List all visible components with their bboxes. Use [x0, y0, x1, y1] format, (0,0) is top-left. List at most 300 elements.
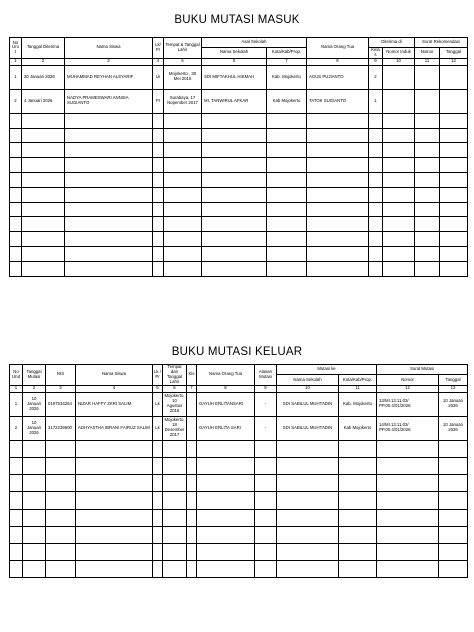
header-surat-mutasi: Surat Mutasi: [377, 365, 468, 375]
empty-cell: [46, 475, 76, 492]
empty-cell: [153, 247, 164, 262]
empty-cell: [377, 526, 439, 543]
empty-cell: [23, 457, 46, 474]
empty-cell: [164, 128, 202, 143]
empty-cell: [369, 217, 383, 232]
empty-cell: [23, 475, 46, 492]
empty-cell: [22, 261, 65, 276]
empty-cell: [369, 247, 383, 262]
empty-row: [10, 187, 468, 202]
empty-cell: [10, 247, 22, 262]
empty-cell: [153, 509, 163, 526]
empty-cell: [76, 526, 153, 543]
header-nomor: Nomor: [415, 48, 440, 59]
cell-kls: [187, 392, 197, 416]
empty-cell: [369, 261, 383, 276]
empty-cell: [153, 543, 163, 560]
cell-kota: Kab Mojokerto: [267, 89, 307, 113]
cell-nomor: 14/MI.13.11.03/ PP.00.4/01/2026: [377, 416, 439, 440]
cell-nomor: [415, 65, 440, 89]
empty-row: [10, 492, 468, 509]
empty-cell: [22, 187, 65, 202]
header-nama-sekolah: Nama Sekolah: [202, 48, 267, 59]
empty-cell: [267, 113, 307, 128]
empty-cell: [202, 128, 267, 143]
table-row: [10, 392, 468, 416]
cell-alasan: -: [255, 416, 277, 440]
cell-kota: Kab Mojokerto: [339, 416, 377, 440]
empty-cell: [369, 158, 383, 173]
header-tempat-tanggal-lahir: Tempat dan Tanggal Lahir: [163, 365, 187, 386]
empty-cell: [267, 128, 307, 143]
empty-cell: [339, 543, 377, 560]
empty-cell: [439, 543, 468, 560]
header-no: No Urut: [10, 365, 23, 386]
empty-cell: [187, 440, 197, 457]
cell-lp: Lk: [153, 392, 163, 416]
header-tanggal: Tanggal: [440, 48, 468, 59]
empty-cell: [197, 475, 255, 492]
empty-cell: [187, 509, 197, 526]
empty-cell: [307, 261, 369, 276]
empty-cell: [10, 217, 22, 232]
cell-nama: MUHAMMAD REYHAN ALSYARIF: [65, 65, 153, 89]
cell-induk: [383, 65, 415, 89]
empty-cell: [415, 113, 440, 128]
column-number: 8: [307, 58, 369, 65]
empty-cell: [65, 173, 153, 188]
empty-row: [10, 526, 468, 543]
empty-cell: [153, 492, 163, 509]
empty-cell: [187, 543, 197, 560]
page-title-mutasi-masuk: BUKU MUTASI MASUK: [174, 14, 300, 26]
empty-cell: [164, 158, 202, 173]
empty-cell: [153, 261, 164, 276]
empty-cell: [10, 173, 22, 188]
empty-cell: [383, 143, 415, 158]
cell-kls: [187, 416, 197, 440]
header-nama-siswa: Nama Siswa: [76, 365, 153, 386]
empty-cell: [255, 475, 277, 492]
empty-cell: [307, 158, 369, 173]
empty-cell: [439, 457, 468, 474]
empty-cell: [369, 113, 383, 128]
empty-cell: [439, 526, 468, 543]
cell-sekolah: SDI MIFTAKHUL HIKMAH: [202, 65, 267, 89]
empty-cell: [383, 232, 415, 247]
table-row: [10, 89, 468, 113]
empty-cell: [23, 440, 46, 457]
empty-cell: [10, 492, 23, 509]
empty-cell: [153, 113, 164, 128]
mutasi-keluar-table: [9, 364, 468, 578]
empty-cell: [202, 173, 267, 188]
empty-cell: [153, 561, 163, 578]
cell-nomor: 13/MI.13.11.03/ PP.00.4/01/2026: [377, 392, 439, 416]
empty-cell: [65, 232, 153, 247]
empty-cell: [163, 492, 187, 509]
empty-cell: [415, 173, 440, 188]
empty-cell: [65, 247, 153, 262]
empty-cell: [377, 475, 439, 492]
column-number: 7: [187, 385, 197, 392]
empty-cell: [10, 202, 22, 217]
header-kelas: Kela s: [369, 48, 383, 59]
empty-cell: [46, 509, 76, 526]
empty-cell: [153, 457, 163, 474]
header-alasan-mutasi: Alasan Mutasi: [255, 365, 277, 386]
empty-cell: [10, 143, 22, 158]
empty-row: [10, 232, 468, 247]
empty-cell: [65, 158, 153, 173]
empty-row: [10, 113, 468, 128]
cell-no: 2: [10, 89, 22, 113]
empty-row: [10, 561, 468, 578]
empty-cell: [46, 561, 76, 578]
empty-cell: [440, 158, 468, 173]
empty-cell: [163, 457, 187, 474]
empty-cell: [415, 247, 440, 262]
empty-cell: [440, 217, 468, 232]
empty-cell: [383, 217, 415, 232]
cell-tgl: 10 Januari 2026: [439, 392, 468, 416]
empty-cell: [307, 173, 369, 188]
column-number: 9: [255, 385, 277, 392]
empty-cell: [202, 113, 267, 128]
empty-cell: [377, 457, 439, 474]
header-nomor-induk: Nomor Induk: [383, 48, 415, 59]
empty-cell: [197, 457, 255, 474]
header-diterima-di: Diterima di: [369, 38, 415, 48]
empty-cell: [163, 526, 187, 543]
empty-cell: [383, 261, 415, 276]
empty-cell: [202, 158, 267, 173]
empty-cell: [23, 509, 46, 526]
empty-cell: [440, 113, 468, 128]
header-kota: Kota/Kab/Prop.: [339, 375, 377, 385]
empty-cell: [153, 143, 164, 158]
empty-cell: [383, 113, 415, 128]
cell-sekolah: MI. TANWIRUL AFKAR: [202, 89, 267, 113]
empty-cell: [415, 143, 440, 158]
header-jenis-kelamin: Lk / Pr: [153, 365, 163, 386]
empty-cell: [439, 440, 468, 457]
cell-tgl: [440, 89, 468, 113]
empty-cell: [46, 457, 76, 474]
cell-nama: ADHYASTHA IBRANI FAIRUZ SALIM: [76, 416, 153, 440]
header-tanggal-mutasi: Tanggal Mutasi: [23, 365, 46, 386]
empty-cell: [202, 187, 267, 202]
empty-cell: [23, 526, 46, 543]
empty-cell: [10, 158, 22, 173]
empty-cell: [163, 440, 187, 457]
empty-cell: [46, 440, 76, 457]
empty-cell: [202, 217, 267, 232]
empty-cell: [307, 217, 369, 232]
empty-cell: [153, 440, 163, 457]
column-number: 6: [163, 385, 187, 392]
empty-cell: [383, 187, 415, 202]
empty-cell: [153, 173, 164, 188]
empty-cell: [415, 128, 440, 143]
empty-cell: [164, 202, 202, 217]
empty-cell: [187, 492, 197, 509]
column-number: 12: [440, 58, 468, 65]
empty-cell: [10, 187, 22, 202]
empty-row: [10, 509, 468, 526]
empty-cell: [202, 202, 267, 217]
empty-cell: [164, 261, 202, 276]
empty-cell: [267, 217, 307, 232]
empty-cell: [202, 261, 267, 276]
column-number: 4: [76, 385, 153, 392]
empty-cell: [369, 173, 383, 188]
empty-row: [10, 440, 468, 457]
empty-cell: [46, 543, 76, 560]
empty-cell: [65, 113, 153, 128]
empty-cell: [369, 143, 383, 158]
header-tanggal-diterima: Tanggal Diterima: [22, 38, 65, 59]
empty-cell: [164, 173, 202, 188]
empty-cell: [439, 561, 468, 578]
header-nama-orang-tua: Nama Orang Tua: [307, 38, 369, 59]
empty-cell: [415, 217, 440, 232]
empty-cell: [377, 561, 439, 578]
empty-cell: [202, 232, 267, 247]
empty-cell: [339, 457, 377, 474]
column-number: 2: [23, 385, 46, 392]
empty-cell: [383, 173, 415, 188]
empty-cell: [76, 440, 153, 457]
cell-ortu: TATOK SUGIANTO: [307, 89, 369, 113]
empty-cell: [153, 232, 164, 247]
empty-cell: [415, 202, 440, 217]
empty-row: [10, 261, 468, 276]
cell-kota: Kab. Mojokerto: [267, 65, 307, 89]
empty-cell: [197, 440, 255, 457]
empty-cell: [267, 202, 307, 217]
empty-cell: [22, 202, 65, 217]
empty-cell: [339, 440, 377, 457]
empty-cell: [22, 143, 65, 158]
empty-cell: [164, 113, 202, 128]
empty-cell: [383, 158, 415, 173]
empty-cell: [439, 475, 468, 492]
empty-cell: [46, 492, 76, 509]
empty-cell: [440, 187, 468, 202]
empty-cell: [164, 143, 202, 158]
empty-cell: [76, 475, 153, 492]
empty-cell: [164, 247, 202, 262]
cell-ortu: GAYUH ERLITANSARI: [197, 392, 255, 416]
empty-cell: [187, 457, 197, 474]
empty-cell: [22, 128, 65, 143]
empty-cell: [267, 173, 307, 188]
header-tanggal: Tanggal: [439, 375, 468, 385]
empty-cell: [197, 509, 255, 526]
empty-cell: [65, 261, 153, 276]
empty-cell: [10, 261, 22, 276]
empty-cell: [65, 217, 153, 232]
empty-cell: [255, 543, 277, 560]
empty-cell: [369, 128, 383, 143]
empty-cell: [307, 202, 369, 217]
cell-no: 1: [10, 392, 23, 416]
header-jenis-kelamin: Lk/ Pr: [153, 38, 164, 59]
empty-cell: [267, 261, 307, 276]
empty-cell: [383, 247, 415, 262]
header-no: No Uru t: [10, 38, 22, 59]
empty-cell: [277, 543, 339, 560]
empty-cell: [277, 492, 339, 509]
empty-cell: [255, 457, 277, 474]
empty-cell: [277, 526, 339, 543]
column-number: 11: [339, 385, 377, 392]
column-number: 1: [10, 385, 23, 392]
empty-cell: [65, 128, 153, 143]
cell-ttl: Mojokerto, 18 Desember 2017: [163, 416, 187, 440]
empty-row: [10, 202, 468, 217]
cell-lp: Lk: [153, 416, 163, 440]
empty-cell: [377, 440, 439, 457]
empty-cell: [153, 217, 164, 232]
empty-cell: [10, 475, 23, 492]
empty-row: [10, 173, 468, 188]
empty-cell: [65, 202, 153, 217]
empty-cell: [10, 457, 23, 474]
cell-tanggal: 10 Januari 2026: [23, 392, 46, 416]
header-nomor: Nomor: [377, 375, 439, 385]
empty-cell: [76, 492, 153, 509]
empty-cell: [197, 526, 255, 543]
empty-cell: [10, 509, 23, 526]
header-mutasi-ke: Mutasi ke: [277, 365, 377, 375]
empty-cell: [307, 143, 369, 158]
empty-cell: [307, 232, 369, 247]
cell-nis: 3172239600: [46, 416, 76, 440]
empty-row: [10, 475, 468, 492]
empty-cell: [277, 561, 339, 578]
empty-cell: [369, 202, 383, 217]
header-tempat-tanggal-lahir: Tempat & Tanggal Lahir: [164, 38, 202, 59]
empty-cell: [377, 543, 439, 560]
empty-cell: [415, 187, 440, 202]
column-number: 5: [164, 58, 202, 65]
table-row: [10, 65, 468, 89]
empty-cell: [339, 526, 377, 543]
empty-cell: [440, 202, 468, 217]
column-number: 9: [369, 58, 383, 65]
cell-sekolah: SDI SABILUL MUHTADIN: [277, 416, 339, 440]
column-number: 13: [439, 385, 468, 392]
empty-cell: [163, 509, 187, 526]
empty-row: [10, 543, 468, 560]
header-nama-orang-tua: Nama Orang Tua: [197, 365, 255, 386]
empty-cell: [277, 457, 339, 474]
empty-cell: [10, 113, 22, 128]
column-number: 10: [383, 58, 415, 65]
empty-cell: [197, 543, 255, 560]
column-number: 12: [377, 385, 439, 392]
column-number: 6: [202, 58, 267, 65]
empty-cell: [383, 128, 415, 143]
column-number: 7: [267, 58, 307, 65]
cell-ttl: Mojokerto, 10 Agustus 2016: [163, 392, 187, 416]
empty-cell: [46, 526, 76, 543]
empty-cell: [439, 492, 468, 509]
empty-cell: [22, 232, 65, 247]
empty-cell: [76, 457, 153, 474]
cell-ortu: AGUS PUJIANTO: [307, 65, 369, 89]
empty-cell: [339, 509, 377, 526]
cell-sekolah: SDI SABILUL MUHTADIN: [277, 392, 339, 416]
empty-cell: [187, 526, 197, 543]
empty-cell: [440, 128, 468, 143]
empty-cell: [440, 232, 468, 247]
cell-kelas: 1: [369, 89, 383, 113]
column-number: 5: [153, 385, 163, 392]
column-number: 1: [10, 58, 22, 65]
cell-tgl: [440, 65, 468, 89]
empty-cell: [369, 232, 383, 247]
empty-cell: [415, 261, 440, 276]
table-row: [10, 416, 468, 440]
empty-cell: [339, 492, 377, 509]
cell-alasan: -: [255, 392, 277, 416]
empty-cell: [307, 128, 369, 143]
empty-cell: [307, 187, 369, 202]
empty-cell: [153, 526, 163, 543]
empty-cell: [202, 247, 267, 262]
empty-cell: [277, 440, 339, 457]
empty-cell: [23, 543, 46, 560]
empty-cell: [267, 187, 307, 202]
empty-cell: [307, 113, 369, 128]
header-kelas: Kls: [187, 365, 197, 386]
empty-cell: [277, 509, 339, 526]
cell-tanggal: 30 Januari 2026: [22, 65, 65, 89]
empty-cell: [277, 475, 339, 492]
empty-cell: [415, 232, 440, 247]
cell-nis: 0197534264: [46, 392, 76, 416]
header-kota: Kota/Kab/Prop.: [267, 48, 307, 59]
empty-row: [10, 158, 468, 173]
header-nama-siswa: Nama Siswa: [65, 38, 153, 59]
empty-cell: [339, 475, 377, 492]
empty-cell: [339, 561, 377, 578]
empty-cell: [164, 232, 202, 247]
empty-row: [10, 217, 468, 232]
empty-cell: [307, 247, 369, 262]
empty-cell: [23, 492, 46, 509]
header-asal-sekolah: Asal Sekolah: [202, 38, 307, 48]
empty-cell: [163, 543, 187, 560]
empty-cell: [65, 187, 153, 202]
empty-cell: [153, 202, 164, 217]
column-number: 2: [22, 58, 65, 65]
empty-cell: [164, 187, 202, 202]
empty-cell: [267, 143, 307, 158]
cell-lp: Pr: [153, 89, 164, 113]
cell-ttl: Mojokerto , 30 Mei 2016: [164, 65, 202, 89]
empty-row: [10, 457, 468, 474]
empty-row: [10, 143, 468, 158]
empty-cell: [202, 143, 267, 158]
empty-cell: [10, 543, 23, 560]
empty-cell: [164, 217, 202, 232]
column-number: 4: [153, 58, 164, 65]
column-number-row: [10, 385, 468, 392]
